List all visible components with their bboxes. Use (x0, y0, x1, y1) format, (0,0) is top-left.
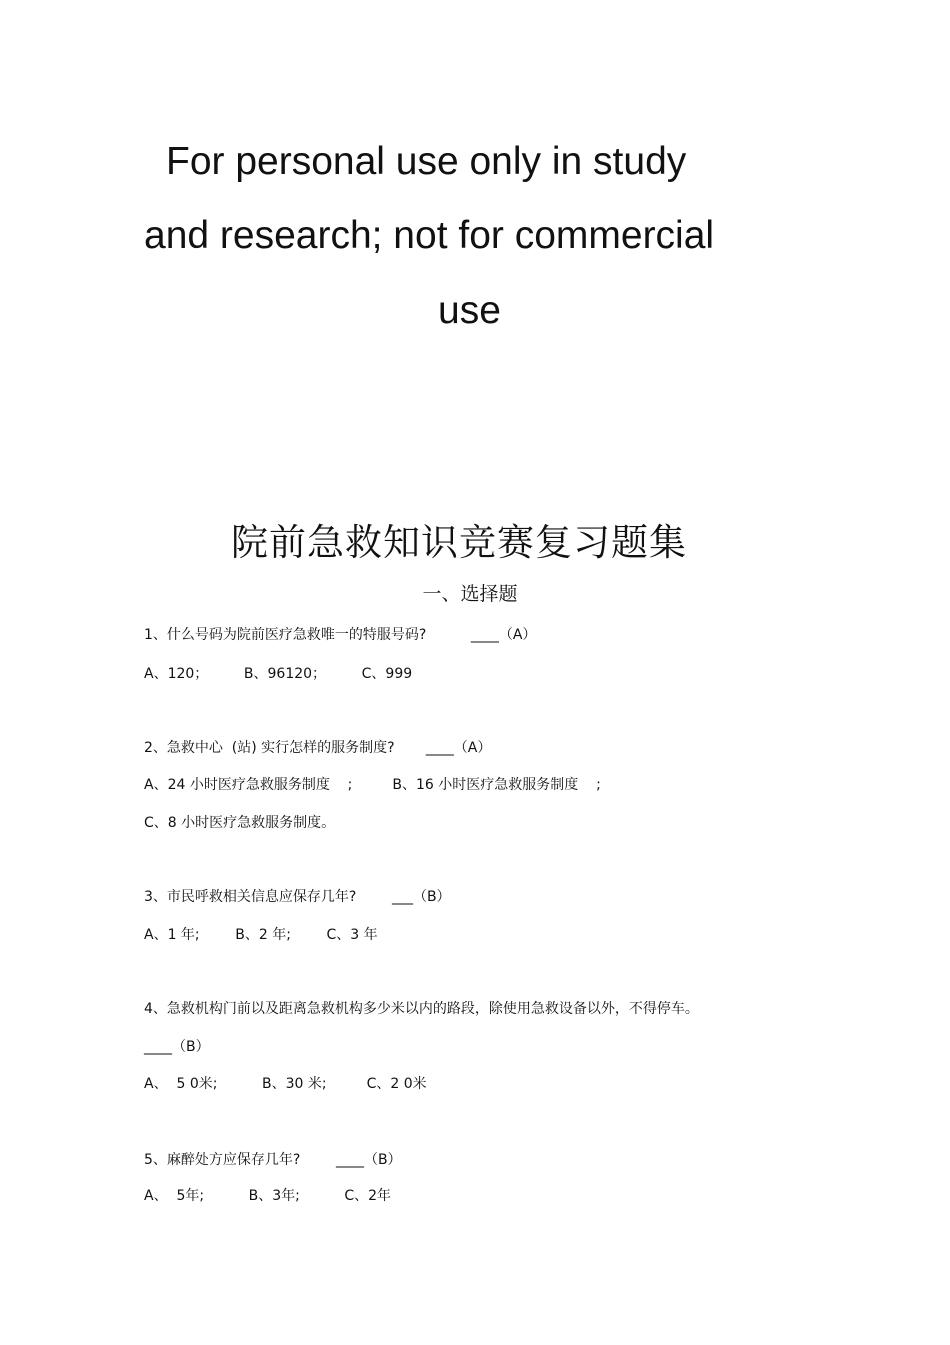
question-5: 5、麻醉处方应保存几年? ____（B） (144, 1152, 402, 1168)
question-4-answer: ____（B） (144, 1039, 210, 1055)
question-2-options-line-2: C、8 小时医疗急救服务制度。 (144, 815, 336, 831)
disclaimer-line-3: use (438, 289, 501, 332)
section-heading: 一、选择题 (422, 583, 518, 605)
question-5-options: A、 5年; B、3年; C、2年 (144, 1188, 392, 1204)
question-3-options: A、1 年; B、2 年; C、3 年 (144, 927, 378, 943)
document-title: 院前急救知识竞赛复习题集 (231, 521, 687, 564)
question-2: 2、急救中心 (站) 实行怎样的服务制度? ____（A） (144, 740, 492, 756)
disclaimer-line-1: For personal use only in study (166, 140, 687, 183)
disclaimer-line-2: and research; not for commercial (144, 214, 715, 257)
question-3: 3、市民呼救相关信息应保存几年? ___（B） (144, 889, 451, 905)
question-4-options: A、 5 0米; B、30 米; C、2 0米 (144, 1076, 427, 1092)
question-1: 1、什么号码为院前医疗急救唯一的特服号码? ____（A） (144, 627, 537, 643)
question-4: 4、急救机构门前以及距离急救机构多少米以内的路段，除使用急救设备以外，不得停车。 (144, 1001, 699, 1017)
question-2-options-line-1: A、24 小时医疗急救服务制度 ; B、16 小时医疗急救服务制度 ; (144, 777, 601, 793)
question-1-options: A、120； B、96120； C、999 (144, 666, 413, 682)
